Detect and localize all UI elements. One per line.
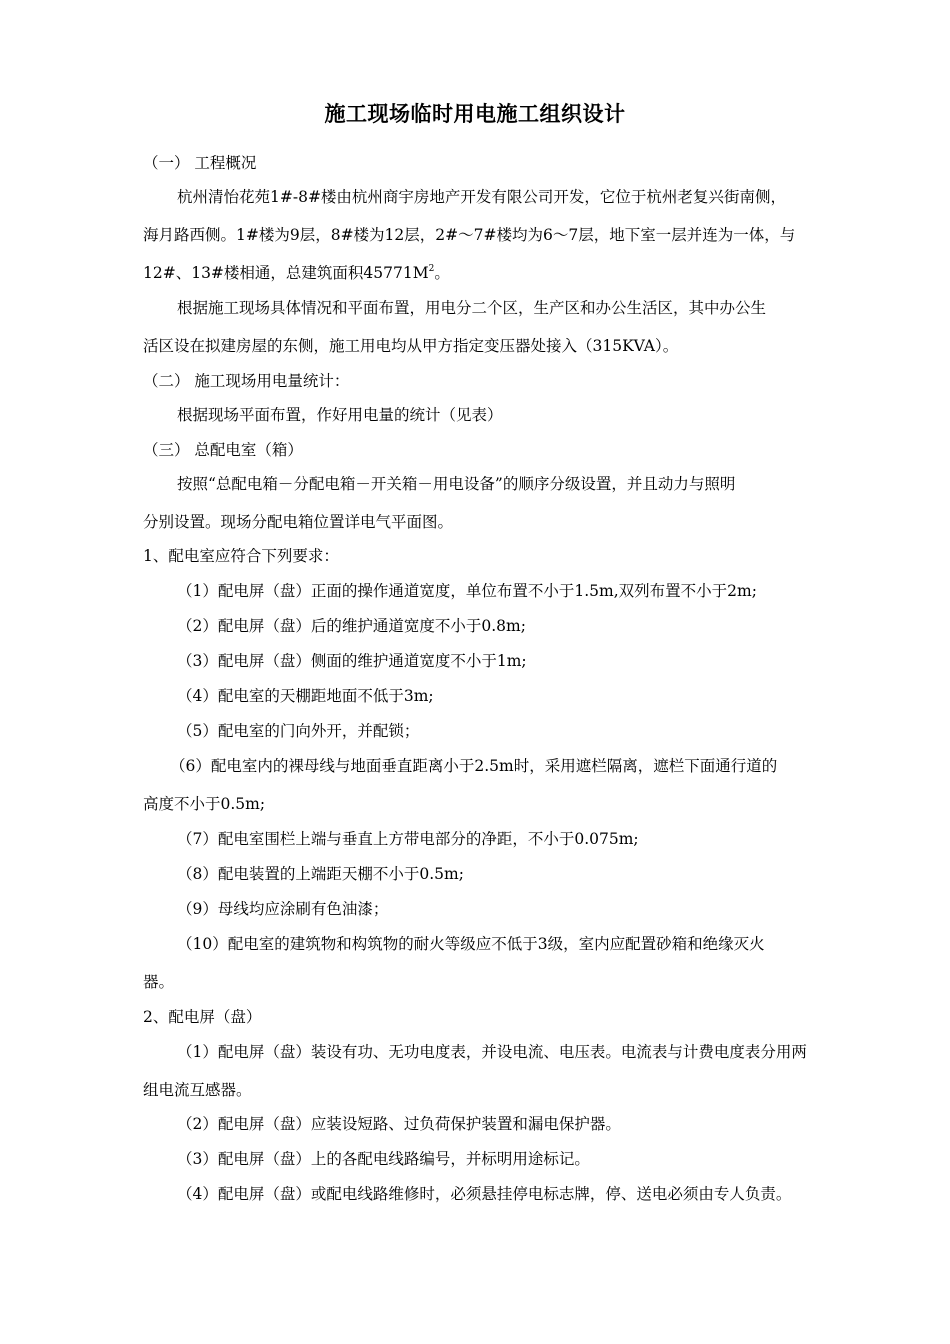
paragraph-line: 分别设置。现场分配电箱位置详电气平面图。: [143, 513, 454, 531]
list-item: （4）配电屏（盘）或配电线路维修时，必须悬挂停电标志牌，停、送电必须由专人负责。: [177, 1185, 792, 1203]
list-item: （6）配电室内的裸母线与地面垂直距离小于2.5m时，采用遮栏隔离，遮栏下面通行道的: [170, 757, 778, 775]
list-item: （8）配电装置的上端距天棚不小于0.5m;: [177, 865, 464, 883]
list-item: （10）配电室的建筑物和构筑物的耐火等级应不低于3级，室内应配置砂箱和绝缘灭火: [177, 935, 765, 953]
list-item: （9）母线均应涂刷有色油漆；: [177, 900, 389, 918]
list-item: （5）配电室的门向外开，并配锁；: [177, 722, 420, 740]
heading-project-overview: （一） 工程概况: [143, 154, 257, 172]
superscript: 2: [428, 264, 435, 274]
list-item-continuation: 器。: [143, 973, 175, 991]
paragraph-line: 根据现场平面布置，作好用电量的统计（见表）: [177, 406, 503, 424]
list-item-continuation: 高度不小于0.5m;: [143, 795, 266, 813]
paragraph-line: 12#、13#楼相通，总建筑面积$45771M^2$。: [143, 264, 450, 282]
list-item: （3）配电屏（盘）侧面的维护通道宽度不小于1m;: [177, 652, 527, 670]
heading-main-distribution: （三） 总配电室（箱）: [143, 441, 303, 459]
section-heading: 2、配电屏（盘）: [143, 1008, 262, 1026]
list-item: （7）配电室围栏上端与垂直上方带电部分的净距，不小于0.075m;: [177, 830, 639, 848]
paragraph-line: 活区设在拟建房屋的东侧，施工用电均从甲方指定变压器处接入（315KVA）。: [143, 337, 679, 355]
list-item: （1）配电屏（盘）正面的操作通道宽度，单位布置不小于1.5m,双列布置不小于2m;: [177, 582, 757, 600]
paragraph-line: 海月路西侧。1#楼为9层，8#楼为12层，2#～7#楼均为6～7层，地下室一层并连为一体，与: [143, 226, 796, 244]
list-item: （2）配电屏（盘）应装设短路、过负荷保护装置和漏电保护器。: [177, 1115, 621, 1133]
list-item: （3）配电屏（盘）上的各配电线路编号，并标明用途标记。: [177, 1150, 590, 1168]
paragraph-line: 根据施工现场具体情况和平面布置，用电分二个区，生产区和办公生活区，其中办公生: [177, 299, 767, 317]
paragraph-line: 按照“总配电箱－分配电箱－开关箱－用电设备”的顺序分级设置，并且动力与照明: [177, 475, 736, 493]
list-item-continuation: 组电流互感器。: [143, 1081, 252, 1099]
section-heading: 1、配电室应符合下列要求：: [143, 547, 339, 565]
list-item: （2）配电屏（盘）后的维护通道宽度不小于0.8m;: [177, 617, 526, 635]
paragraph-line: 杭州清怡花苑1#-8#楼由杭州商宇房地产开发有限公司开发，它位于杭州老复兴街南侧，: [177, 188, 786, 206]
document-title: 施工现场临时用电施工组织设计: [324, 101, 626, 126]
list-item: （4）配电室的天棚距地面不低于3m;: [177, 687, 434, 705]
heading-power-usage: （二） 施工现场用电量统计：: [143, 372, 350, 390]
list-item: （1）配电屏（盘）装设有功、无功电度表，并设电流、电压表。电流表与计费电度表分用两: [177, 1043, 807, 1061]
